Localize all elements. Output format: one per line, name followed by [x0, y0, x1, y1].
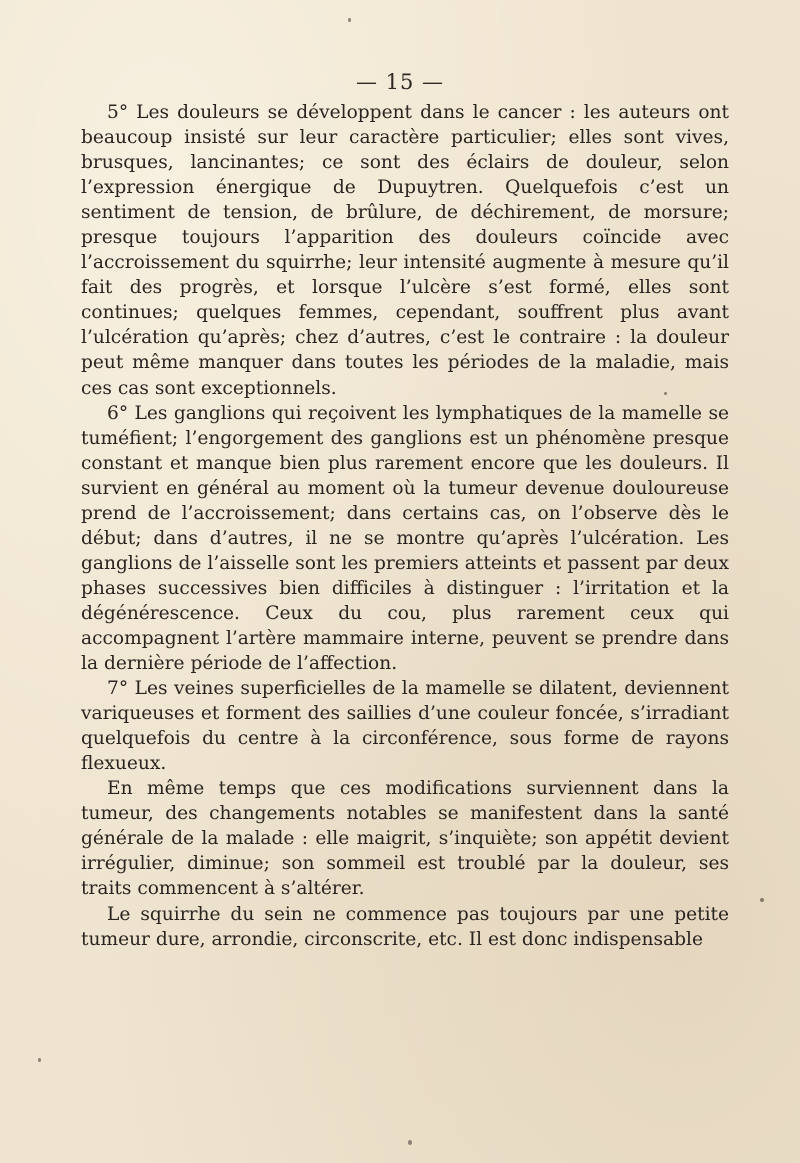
- paragraph-general-health: En même temps que ces modifications surviennent dans la tumeur, des changements notables se manifestent dans la santé générale de la malade : elle maigrit, s’inquiète; son appétit devient irrégulier, diminue; son sommeil est troublé par la douleur, ses traits commencent à s’altérer.: [81, 778, 729, 900]
- paper-speck: [760, 898, 764, 902]
- paper-speck: [664, 392, 667, 395]
- paragraph-pain: 5° Les douleurs se développent dans le cancer : les auteurs ont beaucoup insisté sur leur caractère particulier; elles sont vives, brusques, lancinantes; ce sont des éclairs de douleur, selon l’expression énergique de Dupuytren. Quelquefois c’est un sentiment de tension, de brûlure, de déchirement, de morsure; presque toujours l’apparition des douleurs coïncide avec l’accroissement du squirrhe; leur intensité augmente à mesure qu’il fait des progrès, et lorsque l’ulcère s’est formé, elles sont continues; quelques femmes, cependant, souffrent plus avant l’ulcération qu’après; chez d’autres, c’est le contraire : la douleur peut même manquer dans toutes les périodes de la maladie, mais ces cas sont exceptionnels.: [81, 102, 729, 399]
- paragraph-veins: 7° Les veines superficielles de la mamelle se dilatent, deviennent variqueuses et forment des saillies d’une couleur foncée, s’irradiant quelquefois du centre à la circonférence, sous forme de rayons flexueux.: [81, 678, 729, 775]
- paper-speck: [38, 1058, 41, 1062]
- paragraph-squirrhe: Le squirrhe du sein ne commence pas toujours par une petite tumeur dure, arrondie, circonscrite, etc. Il est donc indispensable: [81, 903, 729, 950]
- body-text: [81, 100, 729, 952]
- page-number: — 15 —: [355, 70, 445, 94]
- paragraph-ganglions: 6° Les ganglions qui reçoivent les lymphatiques de la mamelle se tuméfient; l’engorgement des ganglions est un phénomène presque constant et manque bien plus rarement encore que les douleurs. Il survient en général au moment où la tumeur devenue douloureuse prend de l’accroissement; dans certains cas, on l’observe dès le début; dans d’autres, il ne se montre qu’après l’ulcération. Les ganglions de l’aisselle sont les premiers atteints et passent par deux phases successives bien difficiles à distinguer : l’irritation et la dégénérescence. Ceux du cou, plus rarement ceux qui accompagnent l’artère mammaire interne, peuvent se prendre dans la dernière période de l’affection.: [81, 402, 729, 675]
- paper-speck: [348, 18, 351, 22]
- paper-speck: [408, 1140, 412, 1145]
